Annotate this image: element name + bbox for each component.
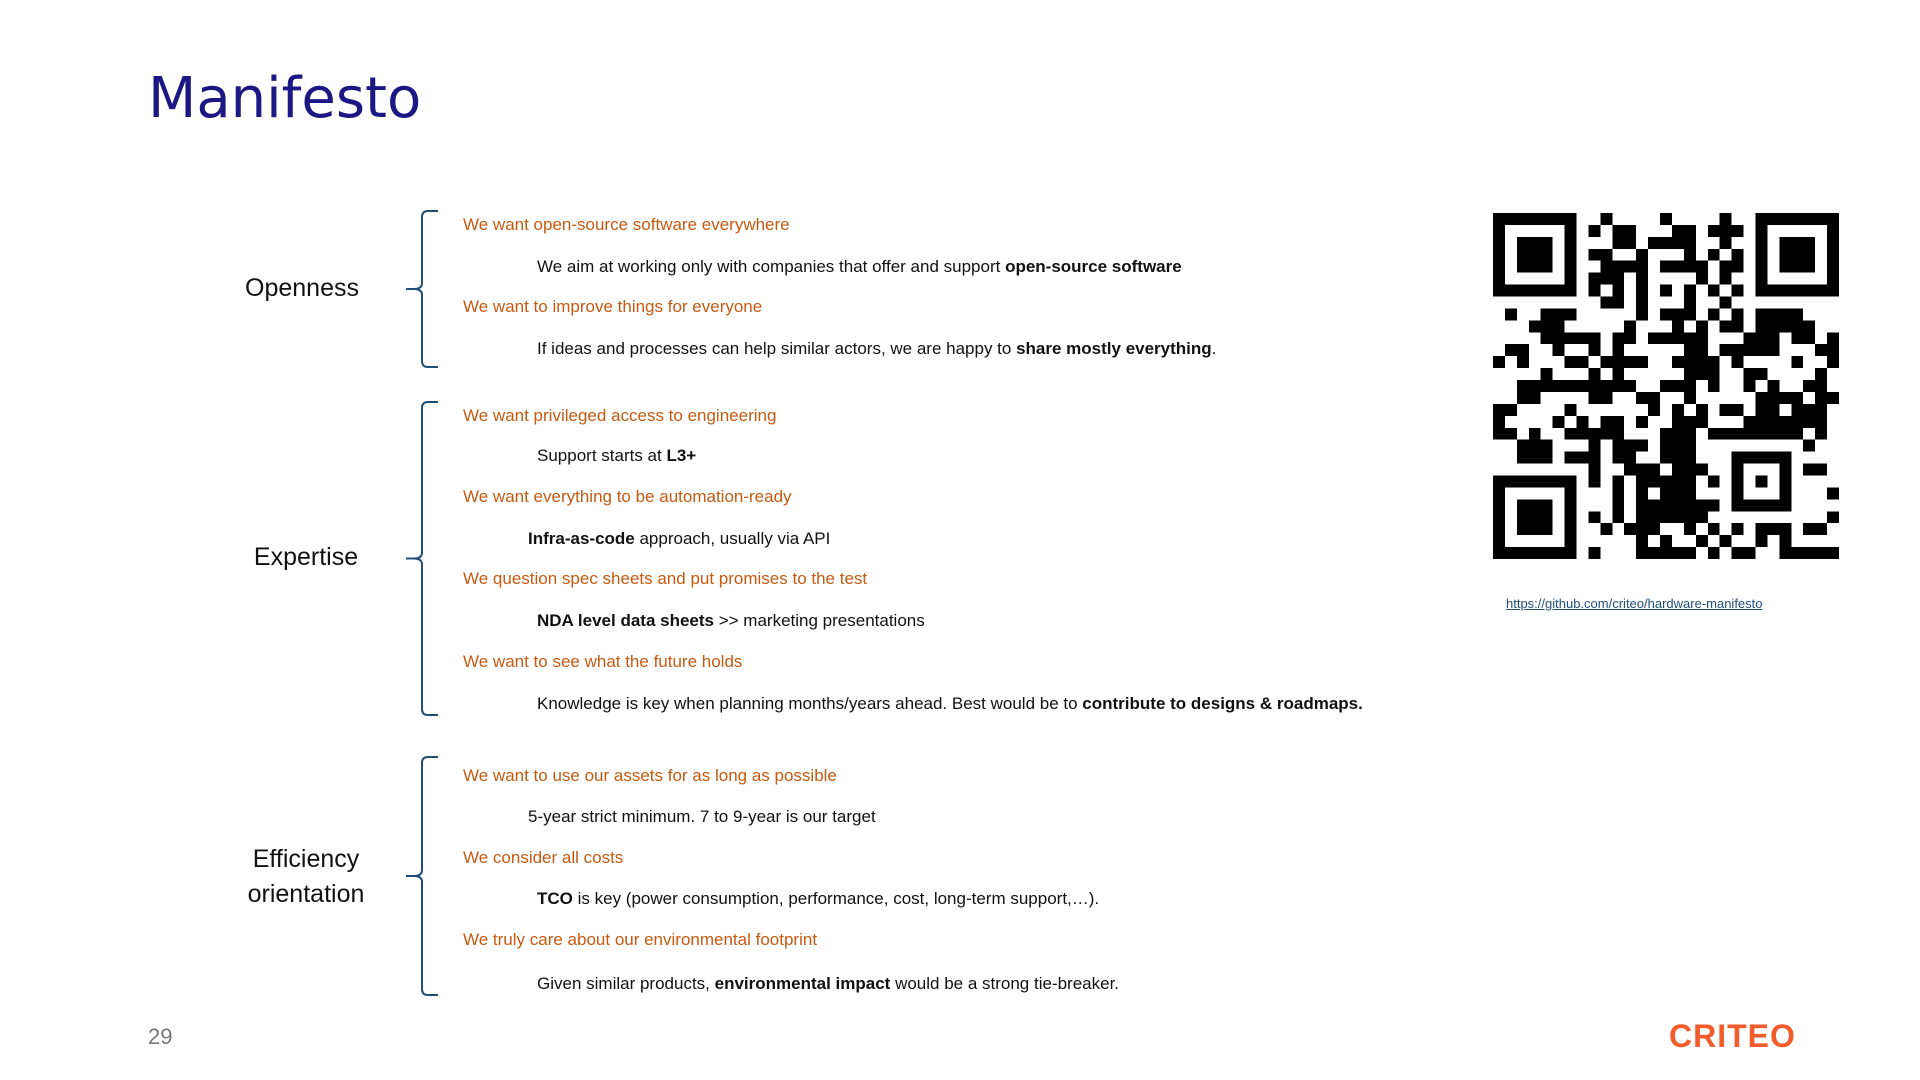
manifesto-detail: [528, 807, 876, 827]
page-number: 29: [148, 1024, 173, 1049]
detail-text: >> marketing presentations: [714, 611, 925, 630]
detail-text: Support starts at: [537, 446, 667, 465]
manifesto-heading: We want to see what the future holds: [463, 652, 743, 671]
manifesto-detail: [528, 529, 830, 549]
detail-text: is key (power consumption, performance, cost, long-term support,…).: [572, 889, 1100, 908]
detail-text: Given similar products,: [537, 974, 715, 993]
detail-emphasis: TCO: [537, 889, 573, 908]
manifesto-detail: [537, 974, 1119, 994]
group-label: [226, 842, 386, 912]
curly-brace-icon: [402, 400, 442, 717]
detail-text: If ideas and processes can help similar actors, we are happy to: [537, 339, 1017, 358]
manifesto-heading: We want everything to be automation-ready: [463, 487, 792, 506]
manifesto-heading: We want to use our assets for as long as possible: [463, 766, 837, 785]
manifesto-detail: [537, 694, 1363, 714]
detail-text: would be a strong tie-breaker.: [890, 974, 1120, 993]
detail-text: approach, usually via API: [634, 529, 831, 548]
detail-emphasis: NDA level data sheets: [537, 611, 714, 630]
manifesto-heading: We truly care about our environmental footprint: [463, 930, 818, 949]
manifesto-detail: [537, 257, 1182, 277]
manifesto-detail: [537, 611, 925, 631]
detail-text: We aim at working only with companies that offer and support: [537, 257, 1006, 276]
detail-emphasis: Infra-as-code: [528, 529, 635, 548]
group-label: Openness: [245, 274, 359, 302]
detail-emphasis: contribute to designs & roadmaps.: [1082, 694, 1363, 713]
detail-emphasis: environmental impact: [714, 974, 891, 993]
detail-emphasis: L3+: [666, 446, 697, 465]
manifesto-heading: We want privileged access to engineering: [463, 406, 777, 425]
manifesto-heading: We question spec sheets and put promises to the test: [463, 569, 868, 588]
group-label-line: Efficiency: [252, 845, 360, 873]
manifesto-heading: We want open-source software everywhere: [463, 215, 790, 234]
criteo-logo: CRITEO: [1669, 1018, 1796, 1054]
manifesto-detail: [537, 446, 696, 466]
group-label-line: orientation: [247, 880, 365, 908]
page-title: Manifesto: [148, 66, 422, 131]
detail-text: Knowledge is key when planning months/years ahead. Best would be to: [537, 694, 1083, 713]
detail-text: 5-year strict minimum. 7 to 9-year is our target: [528, 807, 876, 826]
detail-emphasis: share mostly everything: [1016, 339, 1212, 358]
manifesto-heading: We consider all costs: [463, 848, 624, 867]
manifesto-detail: [537, 339, 1216, 359]
detail-text: .: [1211, 339, 1217, 358]
qr-code-icon: [1493, 213, 1839, 559]
curly-brace-icon: [402, 755, 442, 997]
curly-brace-icon: [402, 209, 442, 369]
qr-link[interactable]: https://github.com/criteo/hardware-manifesto: [1506, 596, 1763, 611]
detail-emphasis: open-source software: [1005, 257, 1182, 276]
manifesto-heading: We want to improve things for everyone: [463, 297, 763, 316]
manifesto-detail: [537, 889, 1099, 909]
group-label: Expertise: [253, 543, 359, 571]
